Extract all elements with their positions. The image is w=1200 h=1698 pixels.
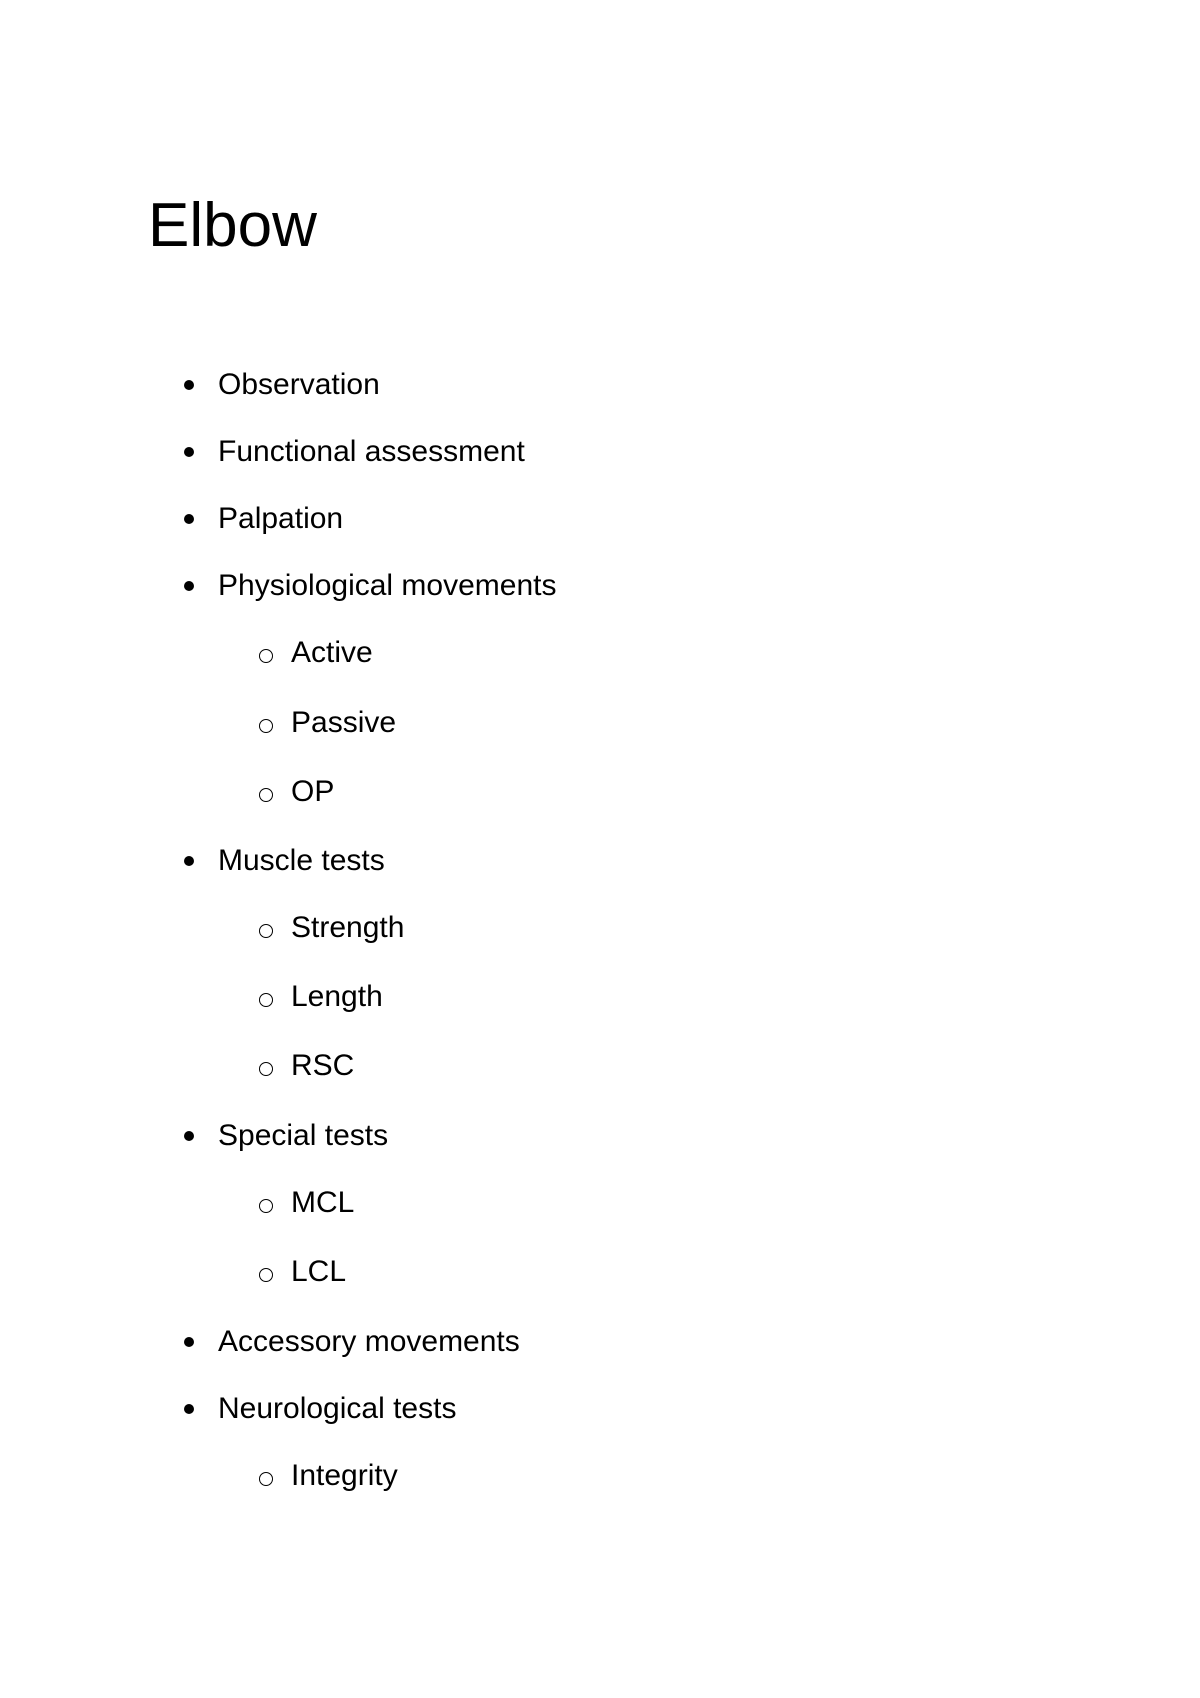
bullet-icon (184, 380, 194, 390)
sublist-item-passive: Passive (291, 706, 397, 739)
hollow-bullet-icon (259, 649, 273, 663)
sublist-item-mcl: MCL (291, 1186, 355, 1219)
hollow-bullet-icon (259, 788, 273, 802)
list-item-special-tests: Special tests (218, 1119, 389, 1152)
list-item-neurological-tests: Neurological tests (218, 1392, 457, 1425)
hollow-bullet-icon (259, 1199, 273, 1213)
bullet-icon (184, 581, 194, 591)
hollow-bullet-icon (259, 719, 273, 733)
sublist-item-lcl: LCL (291, 1255, 347, 1288)
list-item-physiological-movements: Physiological movements (218, 569, 557, 602)
bullet-icon (184, 856, 194, 866)
sublist-item-length: Length (291, 980, 383, 1013)
list-item-accessory-movements: Accessory movements (218, 1325, 520, 1358)
bullet-icon (184, 1404, 194, 1414)
sublist-item-strength: Strength (291, 911, 405, 944)
list-item-functional-assessment: Functional assessment (218, 435, 525, 468)
hollow-bullet-icon (259, 993, 273, 1007)
page-title: Elbow (148, 191, 317, 260)
hollow-bullet-icon (259, 1472, 273, 1486)
bullet-icon (184, 447, 194, 457)
sublist-item-op: OP (291, 775, 335, 808)
bullet-icon (184, 1131, 194, 1141)
sublist-item-active: Active (291, 636, 373, 669)
list-item-observation: Observation (218, 368, 380, 401)
list-item-muscle-tests: Muscle tests (218, 844, 385, 877)
bullet-icon (184, 514, 194, 524)
list-item-palpation: Palpation (218, 502, 344, 535)
hollow-bullet-icon (259, 1062, 273, 1076)
sublist-item-rsc: RSC (291, 1049, 355, 1082)
bullet-icon (184, 1337, 194, 1347)
hollow-bullet-icon (259, 924, 273, 938)
hollow-bullet-icon (259, 1268, 273, 1282)
sublist-item-integrity: Integrity (291, 1459, 398, 1492)
